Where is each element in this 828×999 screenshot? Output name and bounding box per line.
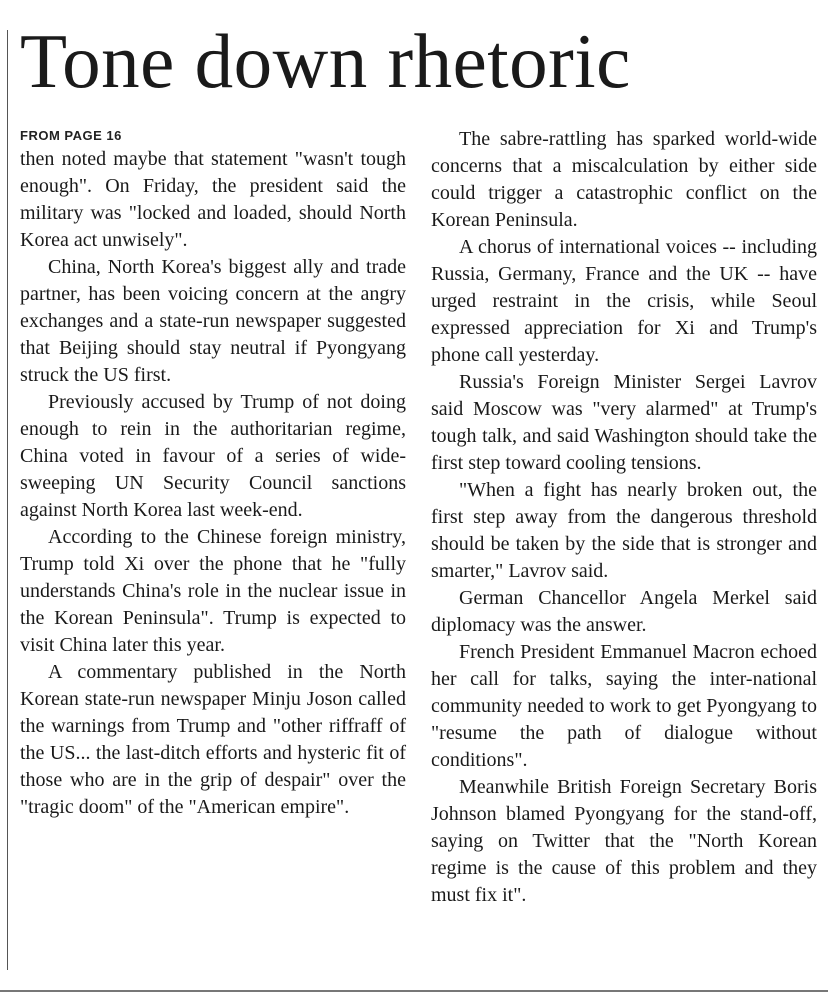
article-paragraph: "When a fight has nearly broken out, the first step away from the dangerous threshold should be taken by the side that is stronger and smarter," Lavrov said. — [431, 479, 817, 582]
article-paragraph: China, North Korea's biggest ally and trade partner, has been voicing concern at the angry exchanges and a state-run newspaper suggested that Beijing should stay neutral if Pyongyang struck the US first. — [20, 256, 406, 386]
article-column-left — [20, 126, 406, 821]
article-paragraph: Russia's Foreign Minister Sergei Lavrov said Moscow was "very alarmed" at Trump's tough talk, and said Washington should take the first step toward cooling tensions. — [431, 371, 817, 474]
article-paragraph: A commentary published in the North Korean state-run newspaper Minju Joson called the warnings from Trump and "other riffraff of the US... the last-ditch efforts and hysteric fit of those who are in the grip of despair" over the "tragic doom" of the "American empire". — [20, 661, 406, 818]
article-paragraph: According to the Chinese foreign ministry, Trump told Xi over the phone that he "fully understands China's role in the nuclear issue in the Korean Peninsula". Trump is expected to visit China later this year. — [20, 526, 406, 656]
headline: Tone down rhetoric — [20, 18, 631, 104]
article-paragraph: Meanwhile British Foreign Secretary Boris Johnson blamed Pyongyang for the stand-off, saying on Twitter that the "North Korean regime is the cause of this problem and they must fix it". — [431, 776, 817, 906]
article-paragraph: German Chancellor Angela Merkel said diplomacy was the answer. — [431, 587, 817, 636]
article-paragraph: A chorus of international voices -- including Russia, Germany, France and the UK -- have urged restraint in the crisis, while Seoul expressed appreciation for Xi and Trump's phone call yesterday. — [431, 236, 817, 366]
article-paragraph: then noted maybe that statement "wasn't tough enough". On Friday, the president said the military was "locked and loaded, should North Korea act unwisely". — [20, 148, 406, 251]
article-paragraph: The sabre-rattling has sparked world-wide concerns that a miscalculation by either side could trigger a catastrophic conflict on the Korean Peninsula. — [431, 128, 817, 231]
bottom-rule — [0, 990, 828, 992]
left-column-rule — [7, 30, 8, 970]
article-paragraph: French President Emmanuel Macron echoed her call for talks, saying the inter-national community needed to work to get Pyongyang to "resume the path of dialogue without conditions". — [431, 641, 817, 771]
jump-label: FROM PAGE 16 — [20, 128, 122, 143]
article-column-right — [431, 126, 817, 909]
article-paragraph: Previously accused by Trump of not doing enough to rein in the authoritarian regime, China voted in favour of a series of wide-sweeping UN Security Council sanctions against North Korea last week-end. — [20, 391, 406, 521]
